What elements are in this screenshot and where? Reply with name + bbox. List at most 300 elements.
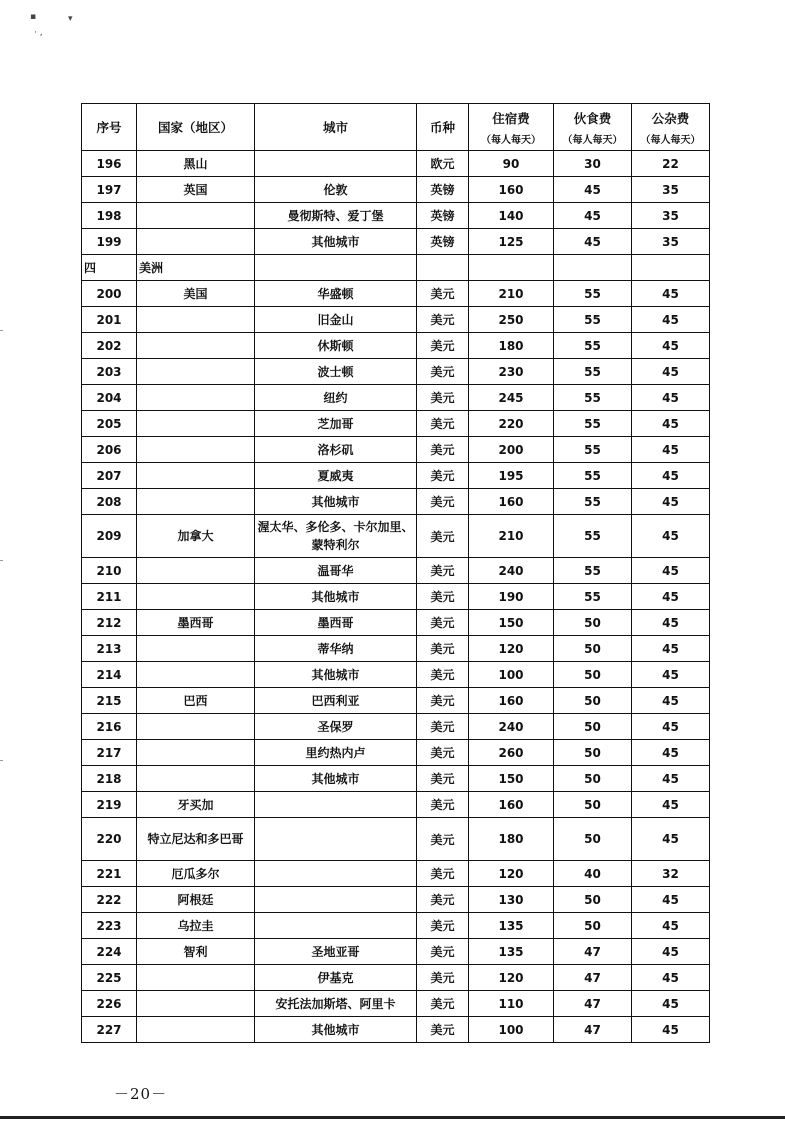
cell-misc-text: 45 [662,693,679,708]
table-row [82,177,710,203]
cell-meals [554,558,632,584]
table-row [82,584,710,610]
cell-city [255,463,417,489]
cell-meals [554,636,632,662]
cell-currency-text: 美元 [430,832,455,847]
cell-country [137,177,255,203]
cell-meals [554,203,632,229]
cell-lodging-text: 120 [498,641,524,656]
cell-lodging-text: 150 [498,771,524,786]
cell-city [255,913,417,939]
cell-country [137,437,255,463]
cell-no [82,766,137,792]
cell-misc-text: 45 [662,1022,679,1037]
page-number: －20－ [114,1085,168,1103]
cell-misc [632,991,710,1017]
cell-no [82,359,137,385]
cell-meals [554,740,632,766]
cell-country [137,463,255,489]
table-row [82,385,710,411]
cell-misc-text: 45 [662,589,679,604]
cell-currency-text: 美元 [430,694,455,708]
cell-misc [632,818,710,861]
cell-currency-text: 美元 [430,1023,455,1037]
cell-meals-text: 55 [584,416,601,431]
cell-no-text: 200 [96,286,122,301]
cell-no [82,965,137,991]
cell-misc-text: 45 [662,944,679,959]
cell-meals-text: 50 [584,693,601,708]
cell-currency-text: 美元 [430,893,455,907]
cell-misc [632,281,710,307]
cell-lodging [469,887,554,913]
cell-country [137,766,255,792]
cell-no [82,515,137,558]
cell-no [82,333,137,359]
cell-no-text: 207 [96,468,122,483]
cell-lodging-text: 180 [498,338,524,353]
cell-currency [417,333,469,359]
cell-meals-text: 55 [584,390,601,405]
cell-misc [632,740,710,766]
cell-lodging-text: 190 [498,589,524,604]
cell-no [82,307,137,333]
cell-country-text: 美国 [183,287,208,301]
table-row [82,662,710,688]
table-row [82,1017,710,1043]
cell-no-text: 215 [96,693,122,708]
cell-misc [632,359,710,385]
table-row [82,359,710,385]
cell-meals-text: 47 [584,970,601,985]
cell-city [255,662,417,688]
header-city: 城市 [255,104,417,151]
cell-country [137,991,255,1017]
cell-lodging [469,411,554,437]
cell-misc-text: 45 [662,563,679,578]
cell-meals-text: 50 [584,615,601,630]
cell-city [255,255,417,281]
cell-lodging-text: 160 [498,494,524,509]
cell-currency [417,203,469,229]
cell-no [82,636,137,662]
cell-meals-text: 50 [584,832,601,846]
cell-currency [417,489,469,515]
cell-meals-text: 55 [584,468,601,483]
cell-lodging [469,714,554,740]
cell-city [255,939,417,965]
cell-currency-text: 美元 [430,443,455,457]
cell-currency-text: 美元 [430,564,455,578]
cell-misc-text: 35 [662,208,679,223]
cell-lodging [469,203,554,229]
cell-lodging-text: 160 [498,797,524,812]
cell-misc [632,584,710,610]
cell-city [255,584,417,610]
cell-no [82,991,137,1017]
cell-currency-text: 美元 [430,772,455,786]
table-row [82,792,710,818]
cell-city-text: 圣地亚哥 [311,945,360,959]
cell-currency-text: 美元 [430,495,455,509]
cell-country [137,610,255,636]
table-row [82,463,710,489]
cell-city-text: 温哥华 [317,564,354,578]
table-row [82,714,710,740]
cell-currency-text: 美元 [430,469,455,483]
cell-meals-text: 40 [584,866,601,881]
cell-meals [554,818,632,861]
cell-meals [554,1017,632,1043]
cell-misc-text: 45 [662,364,679,379]
cell-lodging [469,333,554,359]
cell-no [82,688,137,714]
cell-misc [632,255,710,281]
cell-meals-text: 30 [584,156,601,171]
cell-meals-text: 47 [584,1022,601,1037]
cell-lodging-text: 120 [498,866,524,881]
cell-country [137,939,255,965]
cell-lodging-text: 220 [498,416,524,431]
cell-no-text: 222 [96,892,122,907]
cell-currency [417,515,469,558]
cell-no-text: 211 [96,589,122,604]
cell-country-text: 乌拉圭 [177,919,214,933]
cell-misc [632,792,710,818]
cell-no [82,887,137,913]
cell-city [255,740,417,766]
cell-misc-text: 45 [662,918,679,933]
cell-city-text: 其他城市 [311,590,360,604]
cell-city [255,610,417,636]
cell-misc [632,861,710,887]
cell-no [82,229,137,255]
cell-lodging [469,766,554,792]
scan-mark: ▾ [68,14,73,24]
cell-no [82,281,137,307]
cell-no [82,177,137,203]
cell-lodging-text: 100 [498,667,524,682]
cell-currency-text: 美元 [430,365,455,379]
cell-city [255,991,417,1017]
cell-misc-text: 45 [662,390,679,405]
cell-meals-text: 50 [584,641,601,656]
cell-misc-text: 45 [662,797,679,812]
table-row [82,991,710,1017]
cell-no-text: 216 [96,719,122,734]
cell-no-text: 220 [96,832,122,846]
cell-country [137,229,255,255]
cell-no [82,662,137,688]
cell-meals [554,385,632,411]
table-row [82,766,710,792]
cell-city-text: 其他城市 [311,235,360,249]
cell-city [255,203,417,229]
cell-no [82,151,137,177]
table-row [82,281,710,307]
cell-currency-text: 美元 [430,945,455,959]
margin-dash [0,560,3,561]
cell-no-text: 223 [96,918,122,933]
cell-misc-text: 45 [662,615,679,630]
cell-misc [632,385,710,411]
table-row [82,740,710,766]
cell-city [255,177,417,203]
cell-meals [554,463,632,489]
cell-city [255,558,417,584]
table-body [82,151,710,1043]
table-row [82,151,710,177]
cell-currency [417,307,469,333]
cell-misc [632,887,710,913]
cell-lodging-text: 135 [498,944,524,959]
cell-lodging [469,965,554,991]
cell-country [137,792,255,818]
cell-city [255,229,417,255]
cell-lodging [469,740,554,766]
cell-meals-text: 55 [584,338,601,353]
cell-currency-text: 美元 [430,529,455,544]
cell-city [255,437,417,463]
cell-lodging-text: 140 [498,208,524,223]
cell-meals [554,515,632,558]
cell-misc [632,463,710,489]
cell-city-text: 纽约 [323,391,348,405]
cell-lodging-text: 125 [498,234,524,249]
cell-meals-text: 45 [584,182,601,197]
header-meals [554,104,632,151]
table-row [82,939,710,965]
cell-meals-text: 50 [584,892,601,907]
cell-country [137,411,255,437]
cell-meals-text: 50 [584,667,601,682]
cell-country [137,359,255,385]
cell-meals [554,307,632,333]
cell-no [82,463,137,489]
cell-no [82,489,137,515]
cell-city-text: 巴西利亚 [311,694,360,708]
cell-lodging [469,1017,554,1043]
cell-currency-text: 美元 [430,590,455,604]
cell-country [137,255,255,281]
cell-misc-text: 22 [662,156,679,171]
cell-meals [554,229,632,255]
table-row [82,913,710,939]
cell-misc-text: 45 [662,416,679,431]
cell-country-text: 阿根廷 [177,893,214,907]
cell-currency-text: 美元 [430,313,455,327]
cell-city [255,861,417,887]
cell-no [82,792,137,818]
cell-country [137,307,255,333]
cell-currency-text: 美元 [430,997,455,1011]
cell-no-text: 226 [96,996,122,1011]
cell-meals [554,584,632,610]
cell-misc [632,333,710,359]
cell-lodging [469,281,554,307]
cell-meals-text: 45 [584,208,601,223]
cell-meals [554,991,632,1017]
cell-no-text: 213 [96,641,122,656]
fee-standard-table [81,103,710,1043]
cell-no-text: 227 [96,1022,122,1037]
header-meals-label: 伙食费 [573,110,612,126]
cell-city-text: 其他城市 [311,1023,360,1037]
header-meals-sub: （每人每天） [562,134,623,146]
cell-currency [417,610,469,636]
cell-no-text: 219 [96,797,122,812]
cell-meals-text: 55 [584,442,601,457]
scan-mark: · , [34,28,43,38]
cell-meals [554,662,632,688]
cell-city-text: 华盛顿 [317,287,354,301]
cell-no [82,939,137,965]
cell-lodging-text: 210 [498,286,524,301]
cell-misc [632,411,710,437]
cell-misc-text: 45 [662,641,679,656]
margin-dash [0,330,3,331]
cell-lodging [469,437,554,463]
cell-currency-text: 美元 [430,746,455,760]
cell-no-text: 218 [96,771,122,786]
cell-meals-text: 50 [584,719,601,734]
cell-city-text: 伊基克 [317,971,354,985]
cell-city-text: 旧金山 [317,313,354,327]
cell-lodging-text: 110 [498,996,524,1011]
cell-country [137,913,255,939]
cell-currency-text: 美元 [430,287,455,301]
cell-country [137,281,255,307]
cell-currency-text: 美元 [430,642,455,656]
cell-meals-text: 45 [584,234,601,249]
cell-currency-text: 美元 [430,616,455,630]
cell-misc-text: 45 [662,745,679,760]
cell-meals-text: 55 [584,529,601,543]
cell-country-text: 墨西哥 [177,616,214,630]
cell-city [255,333,417,359]
cell-no [82,818,137,861]
cell-currency [417,688,469,714]
cell-misc [632,307,710,333]
cell-no-text: 196 [96,156,122,171]
cell-lodging-text: 210 [498,529,524,543]
cell-no-text: 214 [96,667,122,682]
cell-currency-text: 美元 [430,417,455,431]
cell-lodging [469,515,554,558]
cell-misc [632,714,710,740]
cell-country [137,151,255,177]
cell-meals [554,714,632,740]
cell-city [255,792,417,818]
cell-meals-text: 55 [584,364,601,379]
cell-currency-text: 美元 [430,668,455,682]
cell-meals [554,766,632,792]
cell-no-text: 217 [96,745,122,760]
cell-meals [554,913,632,939]
cell-meals [554,333,632,359]
cell-currency-text: 美元 [430,339,455,353]
cell-misc [632,177,710,203]
cell-country [137,887,255,913]
cell-currency [417,463,469,489]
cell-lodging [469,818,554,861]
cell-country [137,333,255,359]
cell-lodging-text: 230 [498,364,524,379]
cell-city-text: 芝加哥 [317,417,354,431]
cell-currency [417,662,469,688]
cell-lodging [469,991,554,1017]
cell-lodging-text: 240 [498,719,524,734]
cell-no [82,714,137,740]
cell-lodging-text: 245 [498,390,524,405]
cell-misc-text: 45 [662,832,679,846]
cell-misc-text: 45 [662,892,679,907]
cell-no-text: 202 [96,338,122,353]
cell-country-text: 英国 [183,183,208,197]
cell-lodging-text: 120 [498,970,524,985]
cell-city-text: 波士顿 [317,365,354,379]
cell-city [255,411,417,437]
cell-no-text: 225 [96,970,122,985]
cell-misc [632,636,710,662]
table-row [82,437,710,463]
cell-misc-text: 45 [662,771,679,786]
cell-lodging [469,939,554,965]
cell-no-text: 199 [96,234,122,249]
cell-meals-text: 47 [584,996,601,1011]
cell-country [137,203,255,229]
cell-city [255,489,417,515]
cell-currency-text: 美元 [430,971,455,985]
cell-misc-text: 45 [662,312,679,327]
cell-currency [417,151,469,177]
cell-currency-text: 英镑 [430,235,455,249]
cell-country [137,558,255,584]
cell-misc-text: 45 [662,529,679,543]
cell-lodging-text: 200 [498,442,524,457]
cell-misc [632,662,710,688]
cell-meals-text: 50 [584,771,601,786]
cell-lodging-text: 160 [498,693,524,708]
cell-city-text: 安托法加斯塔、阿里卡 [275,997,396,1011]
cell-country [137,489,255,515]
cell-currency [417,229,469,255]
cell-lodging [469,558,554,584]
header-country: 国家（地区） [137,104,255,151]
cell-lodging [469,229,554,255]
cell-meals [554,861,632,887]
cell-lodging-text: 100 [498,1022,524,1037]
cell-no [82,255,137,281]
cell-city-text: 圣保罗 [317,720,354,734]
cell-currency-text: 欧元 [430,157,455,171]
cell-no [82,385,137,411]
cell-city-text: 休斯顿 [317,339,354,353]
cell-country [137,636,255,662]
cell-misc [632,610,710,636]
cell-city [255,714,417,740]
cell-city [255,887,417,913]
cell-city-text: 里约热内卢 [305,746,366,760]
cell-misc-text: 45 [662,286,679,301]
cell-currency [417,558,469,584]
cell-city-text: 墨西哥 [317,616,354,630]
cell-meals-text: 50 [584,797,601,812]
cell-misc-text: 45 [662,719,679,734]
cell-meals-text: 55 [584,494,601,509]
cell-country-text: 智利 [183,945,208,959]
table-row [82,333,710,359]
